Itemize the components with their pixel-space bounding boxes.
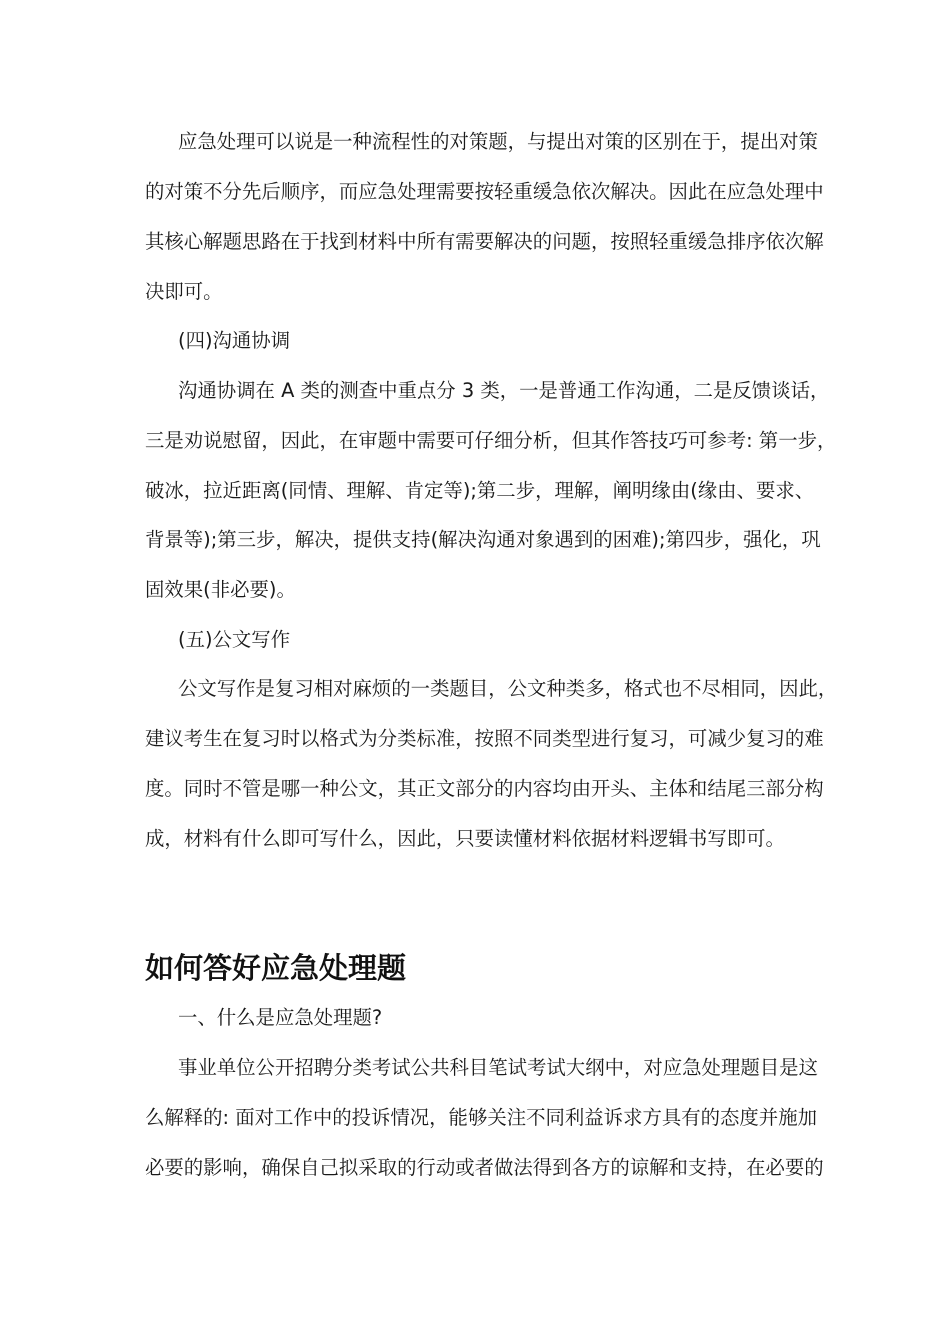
paragraph-emergency-line-2: 的对策不分先后顺序，而应急处理需要按轻重缓急依次解决。因此在应急处理中 xyxy=(145,180,824,203)
paragraph-writing-line-1: 公文写作是复习相对麻烦的一类题目，公文种类多，格式也不尽相同，因此， xyxy=(178,677,838,700)
section-title: 如何答好应急处理题 xyxy=(145,951,407,985)
paragraph-emergency-line-3: 其核心解题思路在于找到材料中所有需要解决的问题，按照轻重缓急排序依次解 xyxy=(145,230,824,253)
paragraph-definition-line-2: 么解释的: 面对工作中的投诉情况，能够关注不同利益诉求方具有的态度并施加 xyxy=(145,1106,817,1129)
paragraph-communication-line-1: 沟通协调在 A 类的测查中重点分 3 类，一是普通工作沟通，二是反馈谈话， xyxy=(178,379,830,402)
paragraph-writing-line-2: 建议考生在复习时以格式为分类标准，按照不同类型进行复习，可减少复习的难 xyxy=(145,727,824,750)
paragraph-definition-line-3: 必要的影响，确保自己拟采取的行动或者做法得到各方的谅解和支持，在必要的 xyxy=(145,1156,824,1179)
paragraph-writing-line-3: 度。同时不管是哪一种公文，其正文部分的内容均由开头、主体和结尾三部分构 xyxy=(145,777,824,800)
subheading-communication: (四)沟通协调 xyxy=(178,329,291,352)
paragraph-communication-line-5: 固效果(非必要)。 xyxy=(145,578,296,601)
paragraph-emergency-line-4: 决即可。 xyxy=(145,280,223,303)
paragraph-emergency-line-1: 应急处理可以说是一种流程性的对策题，与提出对策的区别在于，提出对策 xyxy=(178,130,818,153)
paragraph-definition-line-1: 事业单位公开招聘分类考试公共科目笔试考试大纲中，对应急处理题目是这 xyxy=(178,1056,818,1079)
paragraph-communication-line-3: 破冰，拉近距离(同情、理解、肯定等);第二步，理解，阐明缘由(缘由、要求、 xyxy=(145,479,815,502)
paragraph-communication-line-4: 背景等);第三步，解决，提供支持(解决沟通对象遇到的困难);第四步，强化，巩 xyxy=(145,528,821,551)
paragraph-writing-line-4: 成，材料有什么即可写什么，因此，只要读懂材料依据材料逻辑书写即可。 xyxy=(145,827,785,850)
subheading-what-is-emergency: 一、什么是应急处理题? xyxy=(178,1006,383,1029)
paragraph-communication-line-2: 三是劝说慰留，因此，在审题中需要可仔细分析，但其作答技巧可参考: 第一步， xyxy=(145,429,837,452)
subheading-document-writing: (五)公文写作 xyxy=(178,628,291,651)
